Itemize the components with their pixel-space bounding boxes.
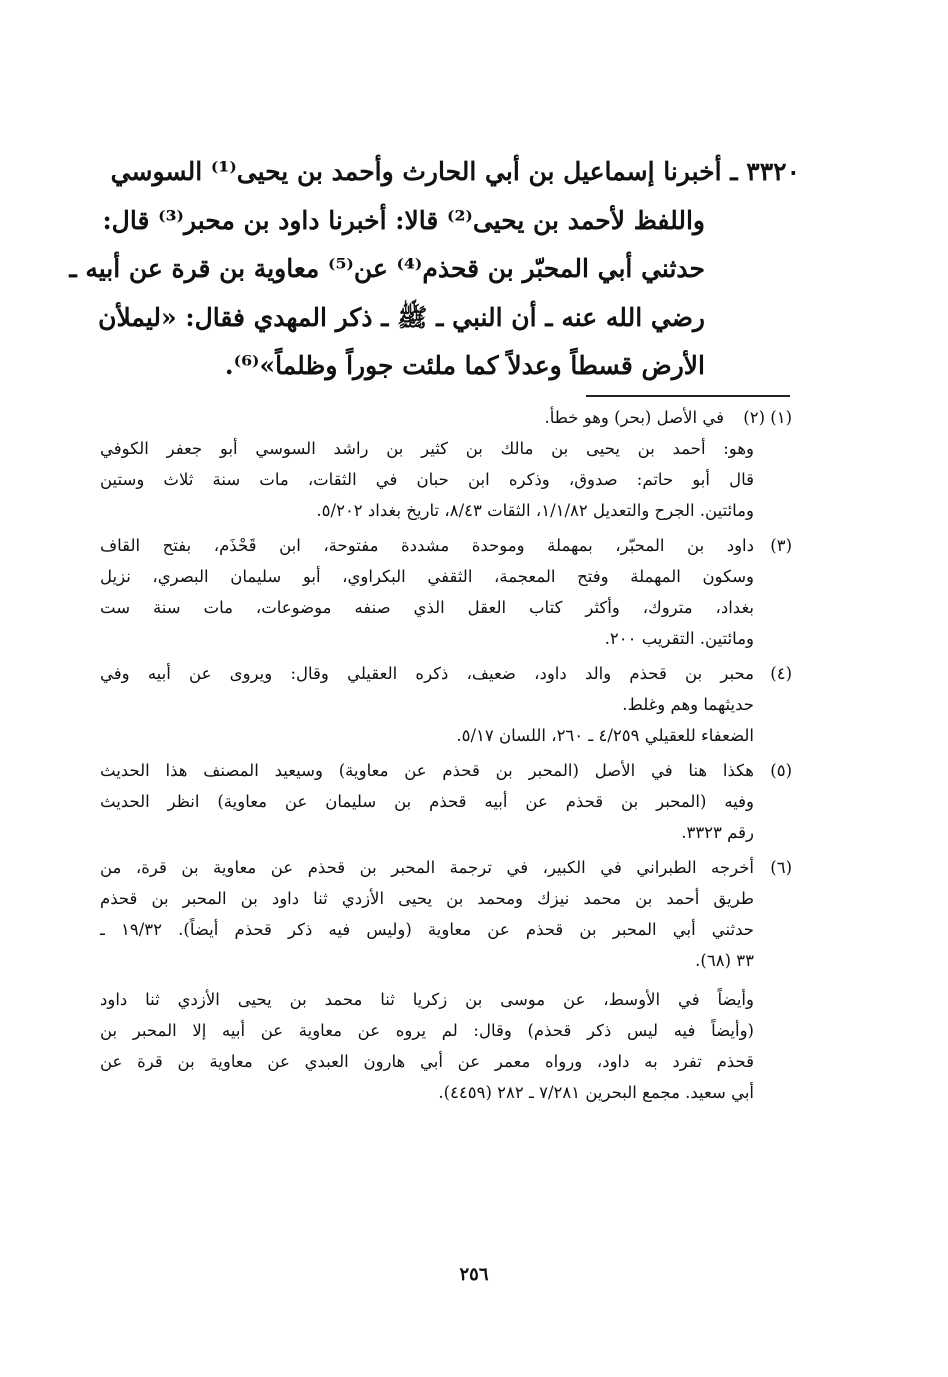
footnote-3 [100,530,792,654]
footnote-number: (٤) [770,664,792,683]
footnote-number: (٣) [770,536,792,555]
hadith-line: حدثني أبي المحبّر بن قحذم⁽⁴⁾ عن⁽⁵⁾ معاوية بن قرة عن أبيه ـ [69,254,705,283]
footnote-line: وفيه (المحبر بن قحذم عن أبيه قحذم بن سليمان عن معاوية) انظر الحديث [100,792,754,811]
footnote-1-2 [100,402,792,526]
footnote-line: (وأيضاً فيه ليس ذكر قحذم) وقال: لم يروه عن معاوية عن أبيه إلا المحبر بن [100,1021,754,1040]
footnote-line: هكذا هنا في الأصل (المحبر بن قحذم عن معاوية) وسيعيد المصنف هذا الحديث [100,761,754,780]
footnote-line: أبي سعيد. مجمع البحرين ٧/٢٨١ ـ ٢٨٢ (٤٤٥٩). [438,1083,754,1102]
footnote-line: حديثهما وهم وغلط. [622,695,754,714]
footnote-4 [100,658,792,751]
footnote-line: قال أبو حاتم: صدوق، وذكره ابن حبان في الثقات، مات سنة ثلاث وستين [100,470,754,489]
footnote-line: حدثني أبي المحبر بن قحذم عن معاوية (وليس فيه ذكر قحذم أيضاً). ١٩/٣٢ ـ [100,920,754,939]
footnote-number: (١) (٢) [743,408,792,427]
page-number: ٢٥٦ [459,1264,489,1285]
footnote-6 [100,852,792,1108]
hadith-line: واللفظ لأحمد بن يحيى⁽²⁾ قالا: أخبرنا داود بن محبر⁽³⁾ قال: [102,205,705,235]
footnote-number: (٥) [770,761,792,780]
footnote-line: بغداد، متروك، وأكثر كتاب العقل الذي صنفه موضوعات، مات سنة ست [100,598,754,617]
footnote-separator [586,395,790,397]
footnote-line: في الأصل (بحر) وهو خطأ. [544,408,724,427]
footnote-line: أخرجه الطبراني في الكبير، في ترجمة المحبر بن قحذم عن معاوية بن قرة، من [100,858,754,877]
footnotes [100,402,792,1112]
footnote-line: ومائتين. الجرح والتعديل ١/١/٨٢، الثقات ٨/٤٣، تاريخ بغداد ٥/٢٠٢. [316,501,754,520]
footnote-line: ٣٣ (٦٨). [695,951,754,970]
footnote-5 [100,755,792,848]
hadith-text [69,148,800,391]
hadith-line: رضي الله عنه ـ أن النبي ـ ﷺ ـ ذكر المهدي فقال: «ليملأن [98,302,705,332]
footnote-line: محبر بن قحذم والد داود، ضعيف، ذكره العقيلي وقال: ويروى عن أبيه وفي [100,664,754,683]
footnote-line: داود بن المحبّر، بمهملة وموحدة مشددة مفتوحة، ابن قَحْذَم، بفتح القاف [100,536,754,555]
footnote-line: طريق أحمد بن محمد نيزك ومحمد بن يحيى الأزدي ثنا داود بن المحبر بن قحذم [100,889,755,908]
footnote-line: الضعفاء للعقيلي ٤/٢٥٩ ـ ٢٦٠، اللسان ٥/١٧. [456,726,754,745]
hadith-line: الأرض قسطاً وعدلاً كما ملئت جوراً وظلماً»⁽⁶⁾. [224,351,705,380]
footnote-line: رقم ٣٣٢٣. [681,823,754,842]
footnote-line: وهو: أحمد بن يحيى بن مالك بن كثير بن راشد السوسي أبو جعفر الكوفي [100,439,754,458]
footnote-line: قحذم تفرد به داود، ورواه معمر عن أبي هارون العبدي عن معاوية بن قرة عن [100,1052,754,1071]
hadith-line: ٣٣٢٠ ـ أخبرنا إسماعيل بن أبي الحارث وأحمد بن يحيى⁽¹⁾ السوسي [110,157,800,186]
footnote-line: وأيضاً في الأوسط، عن موسى بن زكريا ثنا محمد بن يحيى الأزدي ثنا داود [100,990,754,1009]
footnote-number: (٦) [770,858,792,877]
footnote-line: وسكون المهملة وفتح المعجمة، الثقفي البكراوي، أبو سليمان البصري، نزيل [100,567,754,586]
footnote-line: ومائتين. التقريب ٢٠٠. [604,629,754,648]
